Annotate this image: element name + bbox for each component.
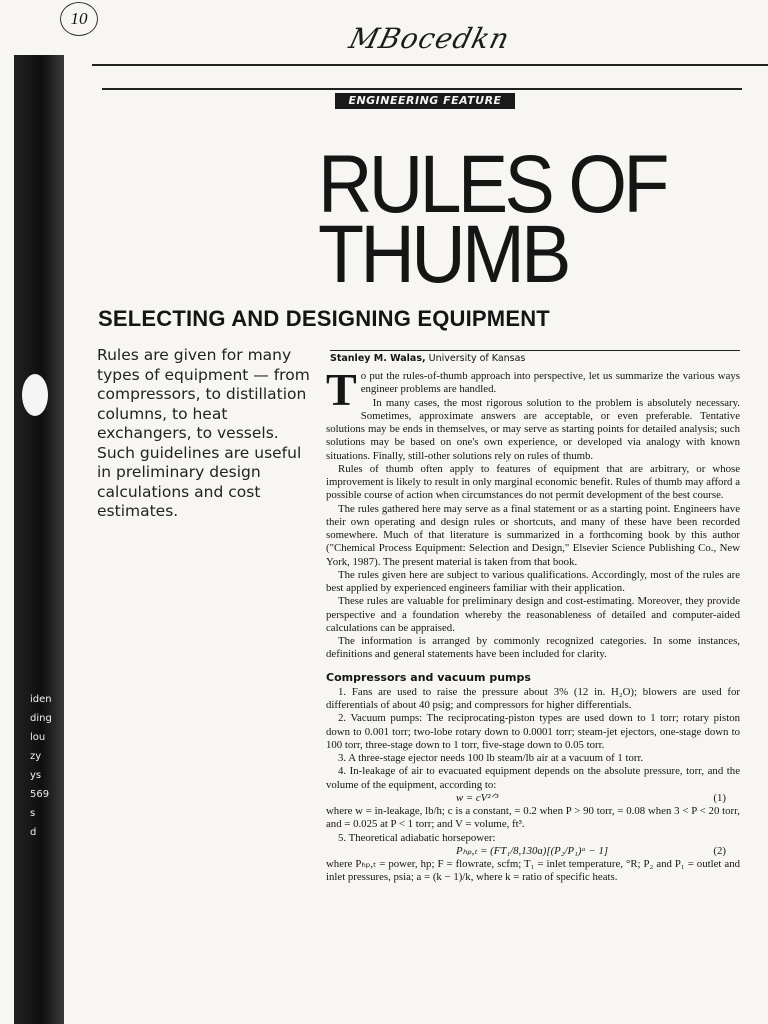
spine-fragment: s (30, 808, 36, 819)
top-rule (92, 64, 768, 66)
byline (330, 350, 740, 364)
intro-deck: Rules are given for many types of equipment — from compressors, to distillation columns, to heat exchangers, to vessels. Such guidelines are useful in preliminary design calculations and cost estimates. (97, 346, 310, 520)
punch-hole (22, 374, 48, 416)
paragraph: The rules given here are subject to various qualifications. Accordingly, most of the rules are best applied by experienced engineers familiar with their application. (326, 568, 740, 594)
paragraph: In many cases, the most rigorous solution to the problem is absolutely necessary. Sometimes, approximate answers are acceptable, or even preferable. Tentative solutions may be ends in themselves, or may serve as starting points for detailed analysis; such solutions may be based on one's own experience, or developed via analogy with known situations. Finally, still-other solutions rely on rules of thumb. (326, 396, 740, 462)
spine-fragment: d (30, 827, 37, 838)
rule-item: 3. A three-stage ejector needs 100 lb steam/lb air at a vacuum of 1 torr. (338, 752, 644, 764)
article-subtitle: SELECTING AND DESIGNING EQUIPMENT (98, 306, 550, 331)
paragraph: These rules are valuable for preliminary design and cost-estimating. Moreover, they provide perspective and a foundation whereby the reasonableness of detailed and computer-aided calculations can be appraised. (326, 595, 740, 634)
rule-item: 2. Vacuum pumps: The reciprocating-piston types are used down to 1 torr; rotary piston down to 0.001 torr; two-lobe rotary down to 0.0001 torr; steam-jet ejectors, one-stage down to 100 torr, three-stage down to 1 torr, five-stage down to 0.05 torr. (326, 712, 740, 751)
binding-spine (14, 55, 64, 1024)
drop-cap: T (326, 364, 357, 415)
paragraph: Rules of thumb often apply to features of equipment that are arbitrary, or whose improvement is likely to result in only marginal economic benefit. Rules of thumb may afford a possible course of action when circumstances do not permit development of the best course. (326, 462, 740, 502)
author-name: Stanley M. Walas, (330, 353, 426, 364)
rule-item: where w = in-leakage, lb/h; c is a constant, = 0.2 when P > 90 torr, = 0.08 when 3 < P < 20 torr, and = 0.025 at P < 1 torr; and V = volume, ft³. (326, 805, 740, 831)
rule-item: 5. Theoretical adiabatic horsepower: (338, 831, 496, 844)
spine-fragment: 569 (30, 789, 50, 800)
article-title (318, 139, 723, 300)
equation-text: w = cV²ᐟ³ (456, 791, 499, 804)
feature-label: ENGINEERING FEATURE (335, 93, 515, 109)
title-line-2: THUMB (318, 209, 568, 300)
rule-item: 4. In-leakage of air to evacuated equipment depends on the absolute pressure, torr, and the volume of the equipment, according to: (326, 765, 740, 791)
equation-text: Pₕₚ,ₜ = (FT₁/8,130a)[(P₂/P₁)ᵃ − 1] (456, 844, 609, 857)
paragraph: The information is arranged by commonly recognized categories. In some instances, definitions and general statements have been included for clarity. (326, 635, 740, 661)
header-rule (102, 88, 742, 90)
spine-fragment: lou (30, 732, 46, 743)
spine-fragment: ys (30, 770, 42, 781)
equation-number: (2) (713, 844, 726, 857)
section-heading: Compressors and vacuum pumps (326, 670, 531, 684)
spine-text-fragments (30, 690, 70, 842)
rule-item: where Pₕₚ,ₜ = power, hp; F = flowrate, scfm; T₁ = inlet temperature, °R; P₂ and P₁ = outlet and inlet pressures, psia; a = (k − 1)/k, where k = ratio of specific heats. (326, 858, 740, 884)
article-body (326, 364, 740, 885)
spine-fragment: iden (30, 694, 52, 705)
paragraph-text: o put the rules-of-thumb approach into perspective, let us summarize the various ways engineer problems are handled. (360, 370, 740, 396)
paragraph: The rules gathered here may serve as a final statement or as a starting point. Engineers have their own operating and design rules or shortcuts, and many of these have been recorded somewhere. Much of that literature is summarized in a forthcoming book by this author ("Chemical Process Equipment: Selection and Design," Elsevier Science Publishing Co., New York, 1987). The present material is taken from that book. (326, 502, 740, 568)
page-number: 10 (60, 2, 98, 36)
handwritten-signature: MBocedkn (345, 22, 514, 55)
equation-2 (326, 845, 740, 858)
spine-fragment: zy (30, 751, 42, 762)
rule-item: 1. Fans are used to raise the pressure about 3% (12 in. H₂O); blowers are used for differentials of about 40 psig; and compressors for higher differentials. (326, 685, 740, 711)
spine-fragment: ding (30, 713, 52, 724)
equation-1 (326, 792, 740, 805)
author-affiliation: University of Kansas (428, 353, 526, 364)
equation-number: (1) (713, 791, 726, 804)
title-line-1: RULES OF (318, 139, 666, 230)
paragraph (326, 364, 740, 415)
